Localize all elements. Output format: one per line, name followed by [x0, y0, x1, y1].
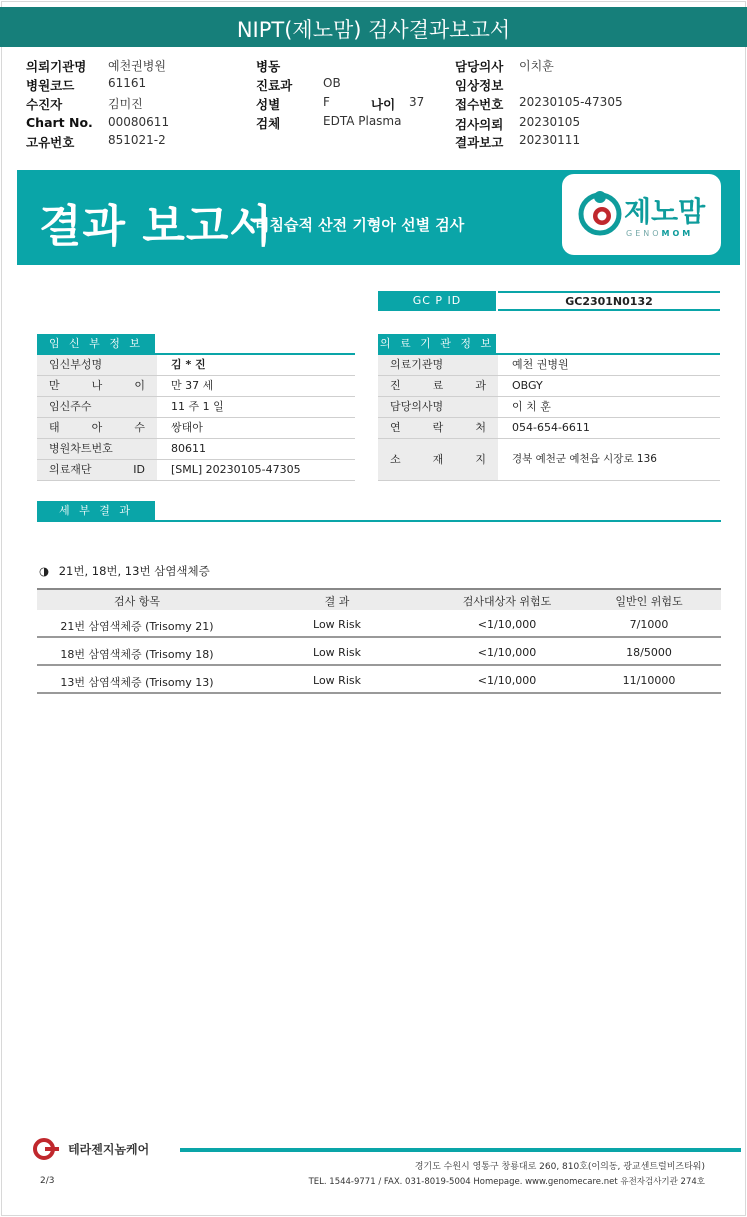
general-risk: 18/5000 [626, 646, 672, 659]
table-row [37, 610, 721, 638]
footer-line [180, 1148, 741, 1152]
row-label: 의료재단 ID [37, 460, 157, 480]
pregnant-row [37, 376, 355, 397]
header-value: OB [323, 76, 341, 90]
row-label: 임신주수 [37, 397, 157, 417]
institution-row [378, 418, 720, 439]
institution-row [378, 439, 720, 481]
header-value: 20230105 [519, 115, 581, 129]
terragen-logo-icon [33, 1138, 63, 1160]
header-value: EDTA Plasma [323, 114, 402, 128]
row-label: 연 락 처 [378, 418, 498, 438]
institution-row [378, 355, 720, 376]
details-heading [39, 563, 210, 579]
row-value: [SML] 20230105-47305 [171, 463, 301, 476]
row-value: 경북 예천군 예천읍 시장로 136 [512, 453, 657, 465]
row-value: 054-654-6611 [512, 421, 590, 434]
genomom-logo [562, 174, 721, 255]
header-field: 병원코드 [26, 78, 75, 93]
column-header: 일반인 위험도 [615, 595, 683, 608]
institution-info-label: 의 료 기 관 정 보 [378, 334, 496, 354]
test-result: Low Risk [313, 646, 361, 659]
header-field: 임상정보 [455, 78, 504, 93]
row-value: 예천 권병원 [512, 358, 569, 371]
logo-subtext: GENOMOM [626, 229, 694, 238]
pregnant-row [37, 418, 355, 439]
gcp-id-value: GC2301N0132 [498, 291, 720, 311]
row-value: 만 37 세 [171, 379, 214, 392]
pregnant-row [37, 397, 355, 418]
header-value: 61161 [108, 76, 147, 90]
institution-row [378, 397, 720, 418]
details-heading-text: 21번, 18번, 13번 삼염색체증 [58, 564, 210, 578]
test-item: 18번 삼염색체증 (Trisomy 18) [60, 648, 214, 661]
header-field: 진료과 [256, 78, 293, 93]
general-risk: 11/10000 [622, 674, 676, 687]
header-field: 병동 [256, 59, 281, 74]
general-risk: 7/1000 [629, 618, 669, 631]
row-label: 병원차트번호 [37, 439, 157, 459]
row-value: 80611 [171, 442, 206, 455]
pregnant-info-label: 임 신 부 정 보 [37, 334, 155, 354]
header-field: 담당의사 [455, 59, 504, 74]
half-circle-icon: ◑ [39, 564, 50, 578]
footer-contact: TEL. 1544-9771 / FAX. 031-8019-5004 Homepage. www.genomecare.net 유전자검사기관 274호 [308, 1177, 705, 1187]
table-header [37, 588, 721, 610]
row-value: 이 치 훈 [512, 400, 551, 413]
company-name: 테라젠지놈케어 [68, 1142, 150, 1157]
row-label: 태 아 수 [37, 418, 157, 438]
footer-address: 경기도 수원시 영통구 창룡대로 260, 810호(이의동, 광교센트럴비즈타워) [414, 1162, 705, 1172]
header-field: 수진자 [26, 97, 63, 112]
pregnant-row [37, 355, 355, 376]
header-value: 20230105-47305 [519, 95, 623, 109]
row-value: 11 주 1 일 [171, 400, 224, 413]
header-value: 이치훈 [519, 59, 554, 73]
row-label: 만 나 이 [37, 376, 157, 396]
row-label: 의료기관명 [378, 355, 498, 375]
logo-word: 제노맘 [624, 195, 706, 228]
report-title: NIPT(제노맘) 검사결과보고서 [236, 18, 511, 42]
header-field: 의뢰기관명 [26, 59, 87, 74]
company-logo [33, 1138, 149, 1160]
header-field: 고유번호 [26, 135, 75, 150]
row-label: 소 재 지 [378, 439, 498, 480]
header-field: 결과보고 [455, 135, 504, 150]
page-number: 2/3 [40, 1176, 55, 1186]
column-header: 검사 항목 [113, 595, 160, 608]
table-row [37, 666, 721, 694]
row-label: 임신부성명 [37, 355, 157, 375]
header-field: Chart No. [26, 115, 93, 130]
header-value: F [323, 95, 330, 109]
genomom-logo-icon [576, 188, 624, 236]
age-label: 나이 [371, 97, 396, 112]
row-value: 쌍태아 [171, 421, 203, 434]
subject-risk: <1/10,000 [477, 646, 537, 659]
header-value: 851021-2 [108, 133, 166, 147]
header-value: 김미진 [108, 97, 143, 111]
header-field: 접수번호 [455, 97, 504, 112]
institution-row [378, 376, 720, 397]
banner-title: 결과 보고서 [39, 201, 273, 252]
test-result: Low Risk [313, 674, 361, 687]
header-field: 성별 [256, 97, 281, 112]
row-label: 담당의사명 [378, 397, 498, 417]
header-value: 예천권병원 [108, 59, 166, 73]
header-field: 검체 [256, 116, 281, 131]
banner-subtitle: 비침습적 산전 기형아 선별 검사 [255, 216, 465, 234]
header-field: 검사의뢰 [455, 117, 504, 132]
subject-risk: <1/10,000 [477, 618, 537, 631]
row-label: 진 료 과 [378, 376, 498, 396]
table-row [37, 638, 721, 666]
gcp-id-label: GC P ID [378, 291, 496, 311]
subject-risk: <1/10,000 [477, 674, 537, 687]
details-label: 세 부 결 과 [37, 501, 155, 521]
test-item: 21번 삼염색체증 (Trisomy 21) [60, 620, 214, 633]
result-banner [17, 170, 740, 265]
header-value: 00080611 [108, 115, 170, 129]
column-header: 결 과 [324, 595, 350, 608]
test-result: Low Risk [313, 618, 361, 631]
row-value: OBGY [512, 379, 543, 392]
section-divider [37, 520, 721, 522]
row-value: 김 * 진 [171, 358, 206, 371]
test-item: 13번 삼염색체증 (Trisomy 13) [60, 676, 214, 689]
column-header: 검사대상자 위험도 [462, 595, 552, 608]
pregnant-row [37, 439, 355, 460]
title-bar [0, 7, 747, 47]
header-value: 20230111 [519, 133, 581, 147]
age-value: 37 [409, 95, 425, 109]
pregnant-row [37, 460, 355, 481]
